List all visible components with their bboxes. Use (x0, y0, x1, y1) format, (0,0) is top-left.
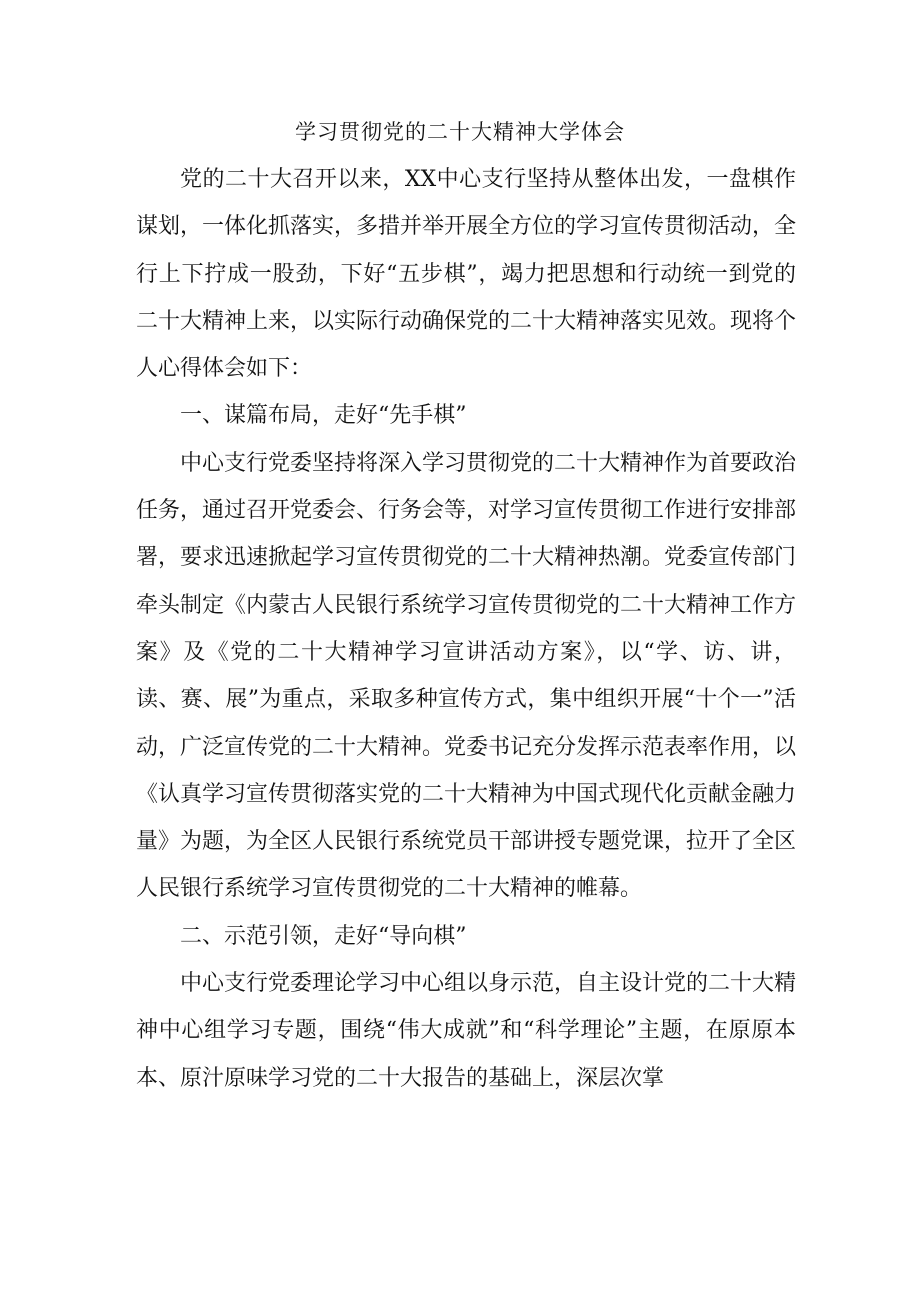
section-1-paragraph: 中心支行党委坚持将深入学习贯彻党的二十大精神作为首要政治任务，通过召开党委会、行务会等，对学习宣传贯彻工作进行安排部署，要求迅速掀起学习宣传贯彻党的二十大精神热潮。党委宣传部门牵头制定《内蒙古人民银行系统学习宣传贯彻党的二十大精神工作方案》及《党的二十大精神学习宣讲活动方案》，以“学、访、讲，读、赛、展”为重点，采取多种宣传方式，集中组织开展“十个一”活动，广泛宣传党的二十大精神。党委书记充分发挥示范表率作用，以《认真学习宣传贯彻落实党的二十大精神为中国式现代化贡献金融力量》为题，为全区人民银行系统党员干部讲授专题党课，拉开了全区人民银行系统学习宣传贯彻党的二十大精神的帷幕。 (136, 450, 797, 902)
section-heading-2: 二、示范引领，走好“导向棋” (180, 923, 467, 949)
section-heading-1: 一、谋篇布局，走好“先手棋” (180, 403, 467, 429)
section-2-paragraph: 中心支行党委理论学习中心组以身示范，自主设计党的二十大精神中心组学习专题，围绕“伟大成就”和“科学理论”主题，在原原本本、原汁原味学习党的二十大报告的基础上，深层次掌 (136, 971, 797, 1091)
intro-paragraph: 党的二十大召开以来，XX中心支行坚持从整体出发，一盘棋作谋划，一体化抓落实，多措并举开展全方位的学习宣传贯彻活动，全行上下拧成一股劲，下好“五步棋”，竭力把思想和行动统一到党的二十大精神上来，以实际行动确保党的二十大精神落实见效。现将个人心得体会如下： (136, 167, 797, 382)
document-title: 学习贯彻党的二十大精神大学体会 (295, 120, 625, 144)
document-body (136, 156, 796, 1102)
